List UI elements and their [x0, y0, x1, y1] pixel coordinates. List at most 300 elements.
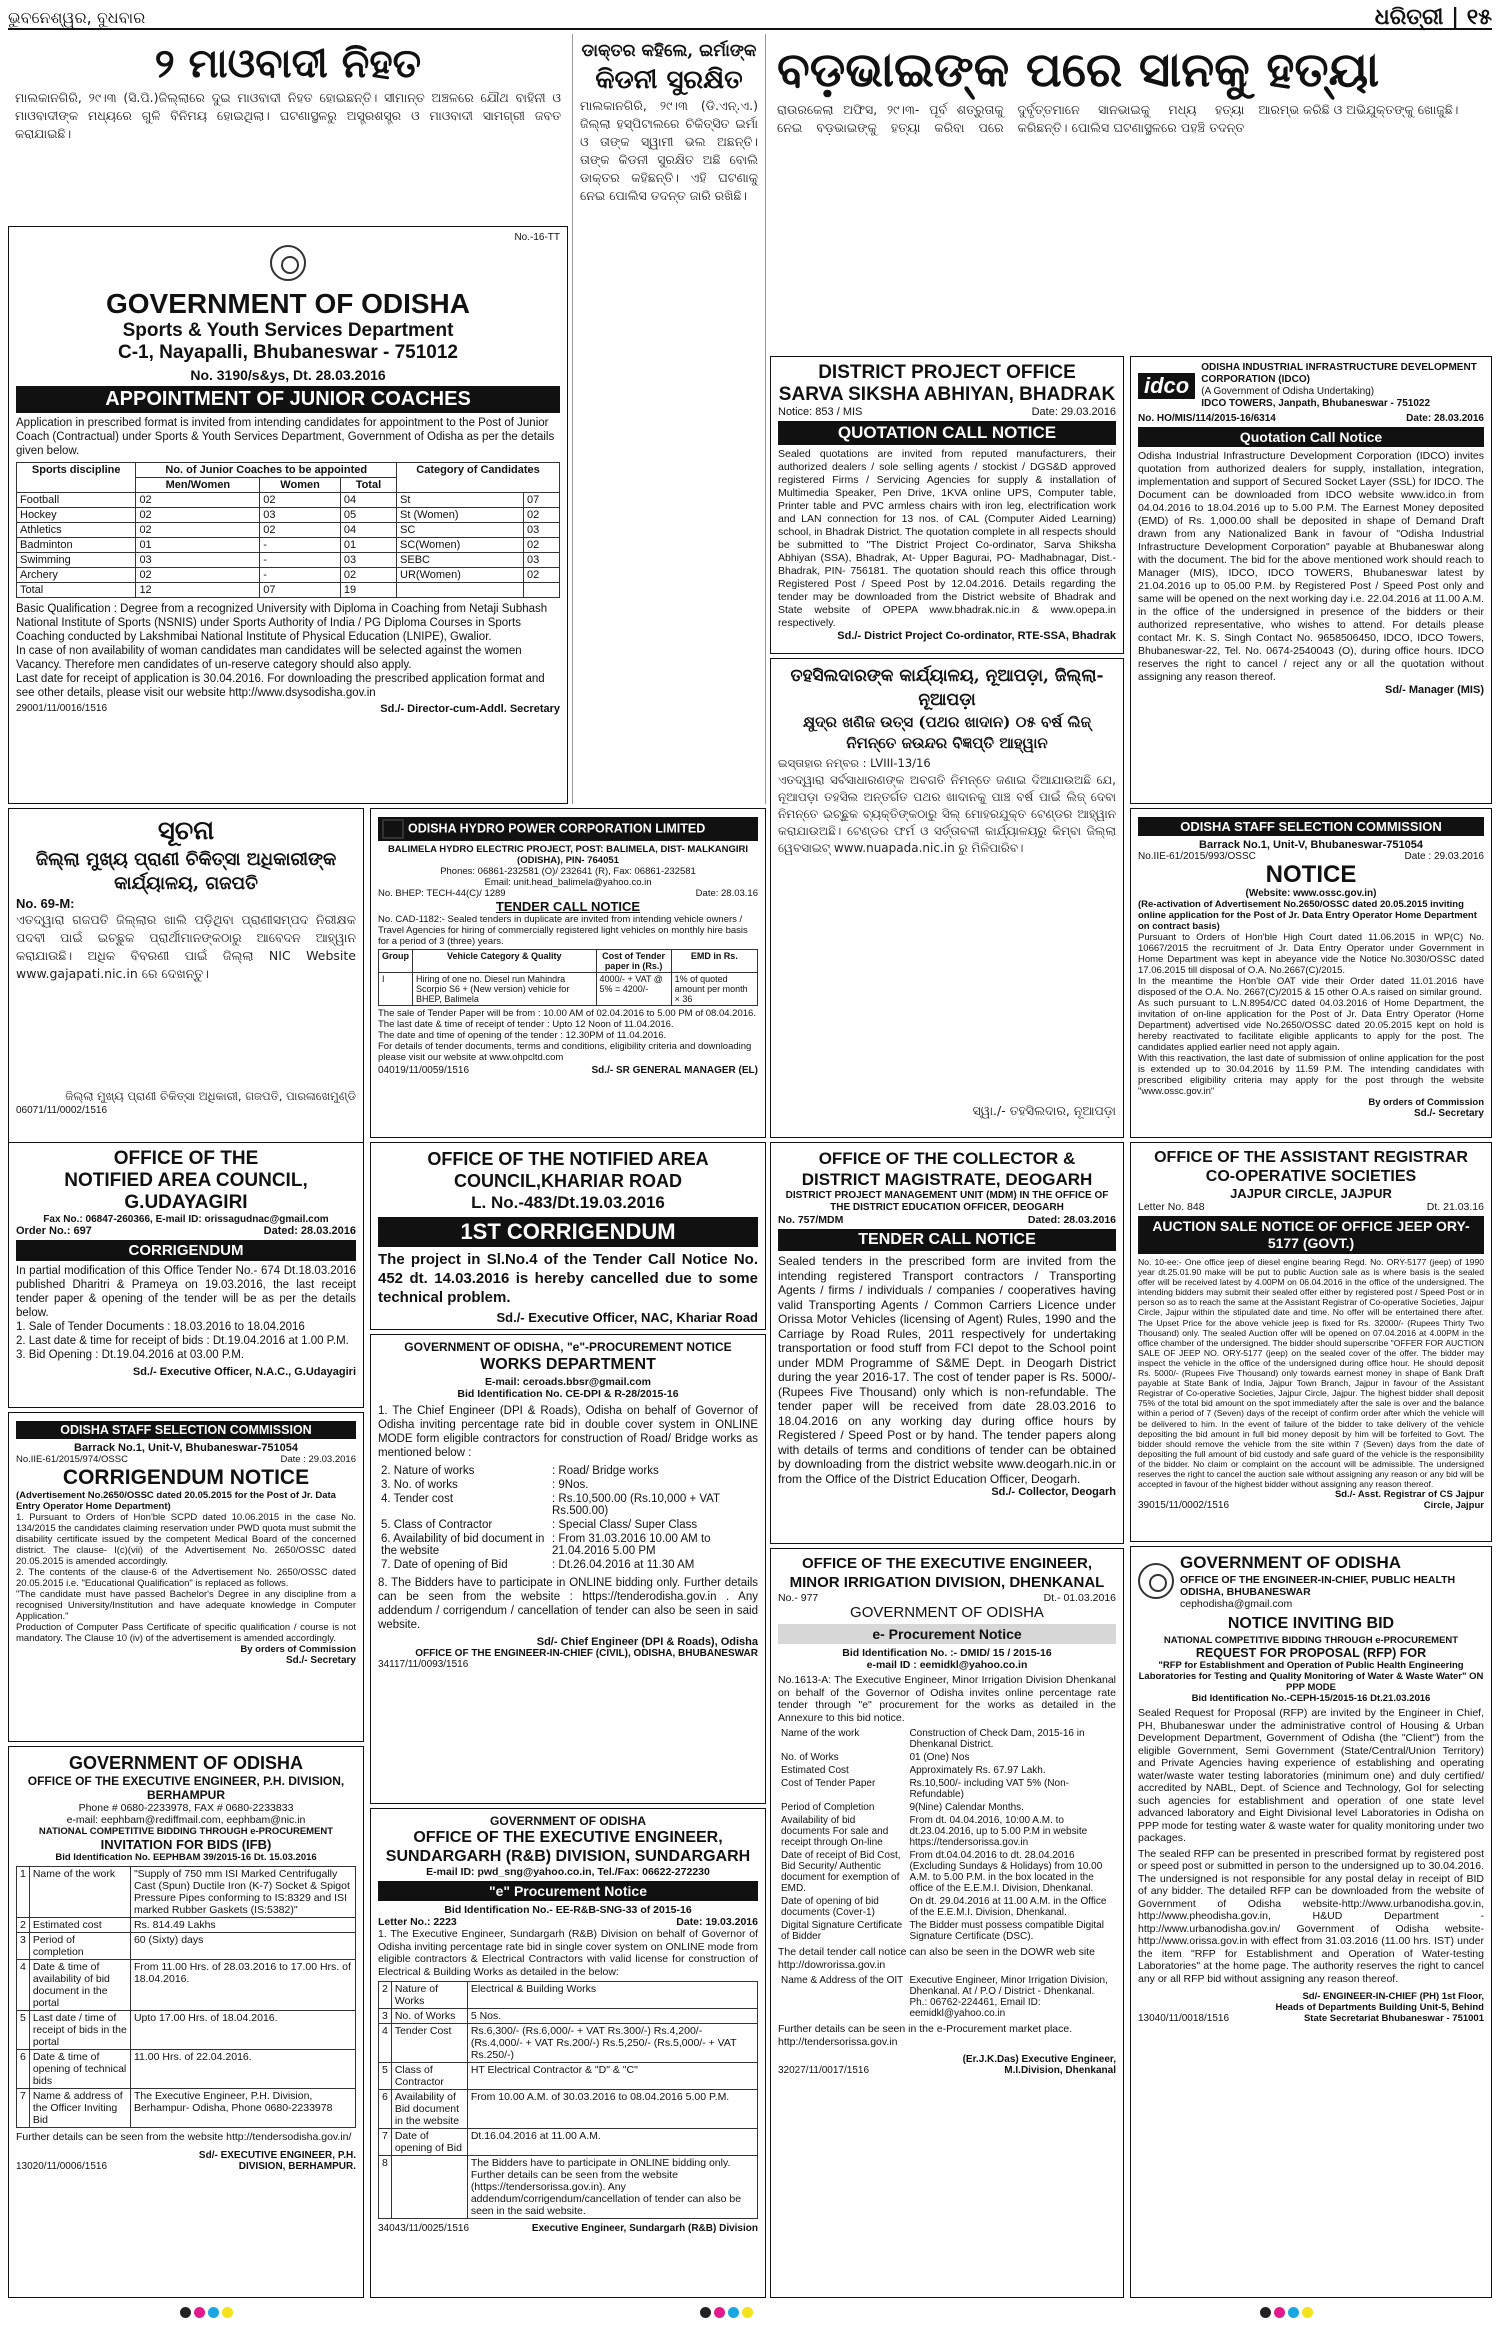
cell: The Executive Engineer, P.H. Division, Berhampur- Odisha, Phone 0680-2233978 — [130, 2089, 355, 2128]
para-1: 1. The Executive Engineer, Sundargarh (R&B) Division on behalf of Governor of Odisha inviting percentage rate bid in single cover system on ONLINE mode from eligible contractors & Electrical Contractors with valid license for construction of Electrical & Building Works as detailed in the below: — [378, 1928, 758, 1978]
title: OFFICE OF THE ASSISTANT REGISTRAR CO-OPERATIVE SOCIETIES — [1154, 1149, 1468, 1185]
date: Dt.- 01.03.2016 — [1043, 1592, 1116, 1604]
cell: UR(Women) — [397, 568, 524, 583]
cell: 02 — [136, 568, 260, 583]
banner: Quotation Call Notice — [1138, 427, 1484, 447]
ref-no: 32027/11/0017/1516 — [778, 2065, 870, 2076]
works-table — [378, 1981, 758, 2219]
table-row — [778, 1727, 1116, 1751]
cell: No. of Works — [781, 1752, 839, 1763]
subtitle: କ୍ଷୁଦ୍ର ଖଣିଜ ଉତ୍ସ (ପଥର ଖାଦାନ) ୦୫ ବର୍ଷ ଲିଜ୍ ନିମନ୍ତେ ଜଉନ୍ଦର ବିଜ୍ଞପ୍ତି ଆହ୍ୱାନ — [803, 713, 1091, 752]
col-header: Sports discipline — [17, 463, 136, 493]
receipt-date: The last date & time of receipt of tender : Upto 12 Noon of 11.04.2016. — [378, 1019, 674, 1030]
cell: 4. Tender cost — [381, 1493, 454, 1505]
body: No. 10-ee:- One office jeep of diesel engine bearing Regd. No. ORY-5177 (jeep) of 1990 year dt.25.01.90 make will be put to public Auction sale as is where basis is the sealed offer will be received latest by 4.00PM on 06.04.2016 in the office of the undersigned. The intending bidders may submit their sealed offer either by registered post / Speed Post or in person so as to reach the same at the Assistant Registrar of Co-operative Societies, Jajpur Circle, Jajpur within the stipulated date and time. No offer will be entertained there after. The Upset Price for the above vehicle jeep is fixed for Rs. 32000/- (Rupees Thirty Two Thousand) only. The sealed Auction offer will be opened on 07.04.2016 at 4.00PM in the office chamber of the undersigned. The bidder should superscribe "OFFER FOR AUCTION SALE OF JEEP NO. ORY-5177 (jeep) on the sealed cover of the offer. The bidder may inspect the vehicle in the office of the undersigned during office hour. He should deposit Rs. 5000/- (Rupees Five Thousand) only towards earnest money in shape of Bank Draft payable at State Bank of India, Jajpur Town Branch, Jajpur in favour of the Assistant Registrar of Co-operative Societies, Jajpur Circle, Jajpur. The highest bidder shall deposit 75% of the total bid amount on the spot immediately after the sale is over and the balance within a period of 7 (Seven) days of the receipt of confirm order after which the vehicle will be delivered to him. In the event of failure of the bidder to take delivery of the vehicle depositing the bid amount in full bid money deposit by him will be forfeited to Govt. The bidder should remove the vehicle from the site within 7 (Seven) days from the date of depositing the full amount of bid custody and safe guard of the vehicle is the responsibility of the bidder. No claim or complaint on the account will be admissible. The undersigned reserves the right to cancel the auction sale without assigning any reason or any bid will be accepted in favour of the highest bidder without assigning any reason thereof. — [1138, 1257, 1484, 1490]
cell: 02 — [260, 523, 341, 538]
para-1: Pursuant to Orders of Hon'ble High Court dated 11.06.2015 in WP(C) No. 10667/2015 the recruitment of Jr. Data Entry Operator under Government in Home Department was kept in abeyance vide the Notice No.3030/OSSC dated 17.06.2015 till disposal of O.A. No.2667(C)/2015. — [1138, 932, 1484, 976]
cell: Approximately Rs. 67.97 Lakh. — [909, 1765, 1046, 1776]
table-row — [17, 1960, 356, 2011]
ad-ossc-corrigendum — [8, 1412, 364, 1742]
title: OFFICE OF THE EXECUTIVE ENGINEER, MINOR IRRIGATION DIVISION, DHENKANAL — [789, 1555, 1105, 1591]
cell: : Dt.26.04.2016 at 11.30 AM — [552, 1559, 695, 1571]
odisha-emblem-icon — [270, 245, 306, 281]
para-8: 8. The Bidders have to participate in ONLINE bidding only. Further details can be seen from the website : https://tenderodisha.gov.in . Any addendum / corrigendum / cancellation of tender can also be seen in said website. — [378, 1577, 758, 1631]
cell: - — [260, 568, 341, 583]
cell — [391, 2156, 467, 2219]
ad-junior-coaches — [8, 226, 568, 804]
signature: Sd./- Executive Officer, N.A.C., G.Udayagiri — [132, 1366, 356, 1378]
cell: St — [397, 493, 524, 508]
cell: Construction of Check Dam, 2015-16 in Dhenkanal District. — [909, 1728, 1085, 1750]
table-row — [379, 2024, 758, 2063]
body: Sealed tenders in the prescribed form are invited from the intending registered Transport contractors / Transporting Agents / firms / individuals / companies / cooperatives having valid Transporting Agents / Common Carriers Licence under Orissa Motor Vehicles (licensing of Agent) Rules, 1990 and the Carriage by Road Rules, 2011 respectively for undertaking transportation or food stuff from FCI depot to the School point under MDM Programme of S&ME Dept. in Deogarh District during the year 2016-17. The cost of tender paper is Rs. 5000/- (Rupees Five Thousand) only which is non-refundable. The tender paper will be received from date 28.03.2016 to 18.04.2016 on any working day during office hours by Registered / Speed Post or by hand. The tender papers along with details of terms and conditions of tender can be obtained by downloading from the district website www.deogarh.nic.in or from the Office of the District Education Officer, Deogarh. — [778, 1254, 1116, 1486]
para-3: "The candidate must have passed Bachelor's Degree in any discipline from a recognised University/Institution and have adequate knowledge in Computer Application." — [16, 1589, 356, 1622]
cell: 01 — [340, 538, 396, 553]
bid-id: Bid Identification No.- EE-R&B-SNG-33 of 2015-16 — [444, 1904, 692, 1916]
signature: (Er.J.K.Das) Executive Engineer, M.I.Division, Dhenkanal — [962, 2054, 1116, 2076]
office: OFFICE OF THE ENGINEER-IN-CHIEF (CIVIL), ODISHA, BHUBANESWAR — [415, 1648, 758, 1659]
title: DISTRICT PROJECT OFFICE — [818, 362, 1076, 383]
table-row — [379, 2063, 758, 2090]
cell: Athletics — [17, 523, 136, 538]
ref-no: 13040/11/0018/1516 — [1138, 2013, 1230, 2024]
table-row — [17, 508, 560, 523]
cell: 04 — [340, 523, 396, 538]
cell: St (Women) — [397, 508, 524, 523]
cell: Date of opening of Bid — [391, 2129, 467, 2156]
cell: - — [260, 553, 341, 568]
registration-dot — [222, 2307, 233, 2318]
body: Sealed quotations are invited from reputed manufacturers, their authorized dealers / sole selling agents / stockist / DGS&D approved registered Firms / Servicing Agencies for supply & installation of Multimedia Speaker, Pen Drive, 1KVA online UPS, Computer table, Printer table and PVC armless chairs with iron leg, electrification work and LAN connection for 13 nos. of CAL (Computer Aided Learning) school, in Bhadrak District. The quotation complete in all respects should be submitted to "The District Project Co-ordinator, Sarva Shiksha Abhiyan (SSA), Bhadrak, At- Upper Bagurai, PO- Madhabnagar, Dist.- Bhadrak, PIN- 756181. The quotation should reach this office through Registered Post / Speed Post by 12.04.2016. Details regarding the tender may be downloaded from the District website of Bhadrak and State website of OPEPA www.bhadrak.nic.in & www.opepa.in respectively. — [778, 448, 1116, 629]
cell: Date of opening of bid documents (Cover-1) — [781, 1896, 879, 1918]
cell: Name & address of the Officer Inviting Bid — [29, 2089, 130, 2128]
address: Barrack No.1, Unit-V, Bhubaneswar-751054 — [1199, 839, 1423, 851]
ad-registrar-jajpur — [1130, 1142, 1492, 1542]
bid-id: Bid Identification No. CE-DPI & R-28/2015-16 — [457, 1388, 679, 1400]
ncb: NATIONAL COMPETITIVE BIDDING THROUGH e-PROCUREMENT — [38, 1826, 334, 1837]
signature: Sd/- EXECUTIVE ENGINEER, P.H. DIVISION, BERHAMPUR. — [198, 2149, 356, 2172]
cell: Nature of Works — [391, 1982, 467, 2009]
intro: Application in prescribed format is invited from intending candidates for appointment to the Post of Junior Coach (Contractual) under Sports & Youth Services Department, Government of Odisha as per the details given below. — [16, 417, 555, 457]
cell: 6. Availability of bid document in the website — [381, 1533, 545, 1557]
banner: APPOINTMENT OF JUNIOR COACHES — [16, 386, 560, 413]
footer: Further details can be seen in the e-Procurement market place. http://tendersorissa.gov.in — [778, 2023, 1073, 2048]
cell: 19 — [340, 583, 396, 598]
address: Barrack No.1, Unit-V, Bhubaneswar-751054 — [74, 1442, 298, 1454]
notice-no: ଇସ୍ତାହାର ନମ୍ବର : LVIII-13/16 — [778, 756, 931, 770]
email: Email: unit.head_balimela@yahoo.co.in — [484, 877, 652, 888]
cell: 7 — [379, 2129, 392, 2156]
para-3: As such pursuant to L.N.8954/CC dated 04.03.2016 of Home Department, the invitation of on-line application for the Post of Jr. Data Entry Operator (Home Department) advertised vide No.2650/OSSC dated 20.05.2015 kept on hold is hereby reactivated to facilitate eligible applicants to apply for the post. The candidates applied earlier need not apply again. — [1138, 998, 1484, 1053]
date: Date : 29.03.2016 — [1404, 851, 1484, 862]
item-2: 2. Last date & time for receipt of bids : Dt.19.04.2016 at 1.00 P.M. — [16, 1335, 349, 1347]
banner: NOTICE — [1265, 861, 1357, 888]
ad-ssa-bhadrak — [770, 356, 1124, 654]
footer: Further details can be seen from the website http://tendersodisha.gov.in/ — [16, 2131, 352, 2143]
government: GOVERNMENT OF ODISHA — [850, 1604, 1044, 1621]
signature: Sd./- Asst. Registrar of CS Jajpur Circle, Jajpur — [1334, 1489, 1484, 1512]
cell — [523, 583, 559, 598]
address: IDCO TOWERS, Janpath, Bhubaneswar - 751022 — [1201, 398, 1430, 409]
date: Date: 28.03.16 — [695, 888, 758, 899]
cell: Estimated Cost — [781, 1765, 849, 1776]
cell: Rs.6,300/- (Rs.6,000/- + VAT Rs.300/-) Rs.4,200/- (Rs.4,000/- + VAT Rs.200/-) Rs.5,250/- (Rs.5,000/- + VAT Rs.250/-) — [467, 2024, 757, 2063]
cell: No. of Works — [391, 2009, 467, 2024]
col-header: Category of Candidates — [397, 463, 560, 493]
ref-no: 34117/11/0093/1516 — [378, 1659, 469, 1670]
table-row — [379, 2009, 758, 2024]
title: NOTIFIED AREA COUNCIL, G.UDAYAGIRI — [64, 1170, 308, 1213]
letter-no: No. 3190/s&ys, Dt. 28.03.2016 — [190, 367, 386, 383]
table-row — [17, 523, 560, 538]
banner: CORRIGENDUM — [16, 1240, 356, 1261]
letter-no: No.IIE-61/2015/974/OSSC — [16, 1454, 128, 1465]
cell: On dt. 29.04.2016 at 11.00 A.M. in the Office of the E.E.M.I. Division, Dhenkanal. — [909, 1896, 1107, 1918]
cell: 03 — [523, 523, 559, 538]
story-maoist — [8, 34, 568, 222]
cell: Rs. 814.49 Lakhs — [130, 1918, 355, 1933]
by-order: By orders of Commission — [1368, 1097, 1484, 1108]
ref-no: 29001/11/0016/1516 — [16, 703, 108, 714]
table-row — [17, 583, 560, 598]
cell: Last date / time of receipt of bids in the portal — [29, 2011, 130, 2050]
email: e-mail: eephbam@rediffmail.com, eephbam@nic.in — [66, 1814, 306, 1826]
table-row — [379, 973, 758, 1006]
table-row — [378, 1532, 758, 1558]
para-1: 1. The Chief Engineer (DPI & Roads), Odisha on behalf of Governor of Odisha inviting percentage rate bid in double cover system in ONLINE MODE form eligible contractors for construction of Road/ Bridge works as mentioned below : — [378, 1405, 758, 1459]
cell: Name of the work — [781, 1728, 860, 1739]
table-row — [17, 538, 560, 553]
phone: Phones: 06861-232581 (O)/ 232641 (R), Fax: 06861-232581 — [440, 866, 696, 877]
notice-no: No. 69-M: — [16, 896, 75, 911]
cell: From 11.00 Hrs. of 28.03.2016 to 17.00 Hrs. of 18.04.2016. — [130, 1960, 355, 2011]
story-body: ରାଉରକେଲା ଅଫିସ, ୨୯।୩- ପୂର୍ବ ଶତ୍ରୁତାକୁ ନେଇ ବଡ଼ଭାଇଙ୍କୁ ହତ୍ୟା କରିବା ପରେ ଦୁର୍ବୃତ୍ତମାନେ ସାନଭାଇକୁ ମଧ୍ୟ ହତ୍ୟା କରିଛନ୍ତି। ପୋଲିସ ଘଟଣାସ୍ଥଳରେ ପହଞ୍ଚି ତଦନ୍ତ ଆରମ୍ଭ କରିଛି ଓ ଅଭିଯୁକ୍ତଙ୍କୁ ଖୋଜୁଛି। — [777, 102, 1459, 135]
qualification: Basic Qualification : Degree from a recognized University with Diploma in Coaching from Netaji Subhash National Institute of Sports (NSNIS) under Sports Authority of India / PG Diploma Courses in Sports Coaching conducted by Lakshmibai National Institute of Physical Education (LNIPE), Gwalior. — [16, 603, 548, 643]
cell: Period of Completion — [781, 1802, 875, 1813]
table-row — [778, 1974, 1116, 2020]
by-order: By orders of Commission — [240, 1644, 356, 1655]
bid-id: Bid Identification No. :- DMID/ 15 / 2015-16 — [842, 1647, 1052, 1659]
bid-id: Bid Identification No. EEPHBAM 39/2015-16 Dt. 15.03.2016 — [55, 1852, 317, 1863]
cell: Total — [17, 583, 136, 598]
cell: 7 — [17, 2089, 30, 2128]
cell: Date & time of availability of bid document in the portal — [29, 1960, 130, 2011]
subtitle: OFFICE OF THE ENGINEER-IN-CHIEF, PUBLIC HEALTH ODISHA, BHUBANESWAR — [1180, 1574, 1456, 1598]
para-2: In the meantime the Hon'ble OAT vide their Order dated 11.01.2016 have disposed of the O.A. No. 2667(C)/2015 & 15 other O.A.s raised on similar ground. — [1138, 976, 1484, 998]
cell: 3 — [17, 1933, 30, 1960]
table-row — [17, 2089, 356, 2128]
col-header: Total — [340, 478, 396, 493]
cell: Availability of bid documents For sale and receipt through On-line — [781, 1815, 889, 1848]
table-row — [17, 2050, 356, 2089]
cell: Date & time of opening of technical bids — [29, 2050, 130, 2089]
banner: NOTICE INVITING BID — [1227, 1615, 1395, 1632]
date: Dated: 28.03.2016 — [263, 1225, 356, 1237]
cell: Class of Contractor — [391, 2063, 467, 2090]
cell: 6 — [17, 2050, 30, 2089]
date: Dt. 21.03.16 — [1426, 1201, 1484, 1213]
subtitle: BALIMELA HYDRO ELECTRIC PROJECT, POST: BALIMELA, DIST- MALKANGIRI (ODISHA), PIN- 764051 — [387, 844, 749, 866]
letter-no: No. 757/MDM — [778, 1214, 844, 1226]
body: ଏତଦ୍ୱାରା ଗଜପତି ଜିଲ୍ଲାର ଖାଲି ପଡ଼ିଥିବା ପ୍ରାଣୀସମ୍ପଦ ନିରୀକ୍ଷକ ପଦବୀ ପାଇଁ ଇଚ୍ଛୁକ ପ୍ରାର୍ଥୀମାନଙ୍କଠାରୁ ଆବେଦନ ଆହ୍ୱାନ କରାଯାଉଛି। ଅଧିକ ବିବରଣୀ ପାଇଁ ଜିଲ୍ଲା NIC Website www.gajapati.nic.in ରେ ଦେଖନ୍ତୁ। — [16, 912, 356, 981]
body-2: The sealed RFP can be presented in prescribed format by registered post or speed post or submitted in person to the undersigned up to 30.04.2016. The undersigned is not responsible for any postal delay in receipt of BID of any bidder. The detailed RFP can be downloaded from the website of Government of Odisha website-http://www.urbanodisha.gov.in, http://www.pheodisha.gov.in, H&UD Department -http://www.urbanodisha.gov.in/ Government of Odisha website-http://www.orissa.gov.in with effect from 31.03.2016 (11.00 hrs. IST) under the item "RFP for Establishment and Operation of Water-testing Laboratories" at the home page. The authority reserves the right to cancel any or all RFP bid without assigning any reason thereof. — [1138, 1847, 1484, 1985]
address: C-1, Nayapalli, Bhubaneswar - 751012 — [117, 342, 459, 363]
ref-no: 13020/11/0006/1516 — [16, 2160, 108, 2172]
cell: : Special Class/ Super Class — [552, 1519, 698, 1531]
table-row — [778, 1919, 1116, 1943]
body: Odisha Industrial Infrastructure Development Corporation (IDCO) invites quotation from authorized dealers for supply, installation, integration, implementation and support of Secured Socket Layer (SSL) for IDCO. The Document can be downloaded from IDCO website www.idco.in from 04.04.2016 to 18.04.2016 up to 5.00 P.M. The Earnest Money deposited (EMD) of Rs. 1,000.00 shall be deposited in shape of Demand Draft drawn from any Nationalized Bank in favour of "Odisha Industrial Infrastructure Development Corporation" payable at Bhubaneswar along with the document. The bid for the above mentioned work should reach to Manager (MIS), IDCO, IDCO TOWERS, Bhubaneswar latest by 21.04.2016 up to 05.00 P.M. by Registered Post / Speed Post only and same will be opened on the next working day i.e. 22.04.2016 at 11.00 A.M. in the office of the undersigned in presence of the bidders or their authorized representative, who wishes to attend. For details please contact Mr. K. S. Singh Contact No. 9658506450, IDCO, IDCO Towers, Bhubaneswar-22, Tel. No. 0674-2540043 (O), during office hours. IDCO reserves the right to cancel / reject any or all the quotation without assigning any reason thereof. — [1138, 450, 1484, 683]
cell: Dt.16.04.2016 at 11.00 A.M. — [467, 2129, 757, 2156]
table-row — [17, 493, 560, 508]
table-row — [378, 1492, 758, 1518]
cell: 9(Nine) Calendar Months. — [909, 1802, 1024, 1813]
table-row — [778, 1764, 1116, 1777]
table-row — [378, 1464, 758, 1478]
ad-nac-khariar — [370, 1142, 766, 1330]
banner: 1ST CORRIGENDUM — [378, 1217, 758, 1247]
banner: TENDER CALL NOTICE — [778, 1229, 1116, 1251]
fax-email: Fax No.: 06847-260366, E-mail ID: orissagudnac@gmail.com — [43, 1214, 329, 1225]
cell: 5 — [379, 2063, 392, 2090]
title-bar — [378, 817, 758, 841]
ad-collector-deogarh — [770, 1142, 1124, 1544]
cell: Rs.10,500/- including VAT 5% (Non-Refundable) — [909, 1778, 1069, 1800]
ad-works-department — [370, 1334, 766, 1804]
banner: e- Procurement Notice — [778, 1624, 1116, 1644]
phone: Phone # 0680-2233978, FAX # 0680-2233833 — [78, 1802, 294, 1814]
cell: From 10.00 A.M. of 30.03.2016 to 08.04.2016 5.00 P.M. — [467, 2090, 757, 2129]
headline: ୨ ମାଓବାଦୀ ନିହତ — [154, 40, 422, 87]
cell: Name of the work — [29, 1867, 130, 1918]
signature: ସ୍ୱା./- ତହସିଲଦାର, ନୂଆପଡ଼ା — [972, 1103, 1116, 1118]
cell: Digital Signature Certificate of Bidder — [781, 1920, 903, 1942]
headline: ଡାକ୍ତର କହିଲେ, ଇର୍ମାଙ୍କ — [581, 41, 757, 61]
table-row — [778, 1801, 1116, 1814]
order-no: Order No.: 697 — [16, 1225, 92, 1237]
cell: 02 — [136, 508, 260, 523]
col-header: No. of Junior Coaches to be appointed — [136, 463, 397, 478]
opening-date: The date and time of opening of the tender : 12.30PM of 11.04.2016. — [378, 1030, 667, 1041]
signature: Sd./- SR GENERAL MANAGER (EL) — [591, 1065, 758, 1076]
banner: QUOTATION CALL NOTICE — [778, 421, 1116, 445]
registration-dot — [728, 2307, 739, 2318]
subtitle: OFFICE OF THE EXECUTIVE ENGINEER, SUNDARGARH (R&B) DIVISION, SUNDARGARH — [385, 1829, 751, 1865]
title: ODISHA STAFF SELECTION COMMISSION — [1138, 817, 1484, 836]
date: Date : 29.03.2016 — [280, 1454, 356, 1465]
cell: 02 — [260, 493, 341, 508]
item-1: 1. Sale of Tender Documents : 18.03.2016 to 18.04.2016 — [16, 1321, 305, 1333]
story-body: ମାଲକାନଗିରି, ୨୯।୩ (ଡି.ଏନ୍.ଏ.) ଜିଲ୍ଲା ହସ୍ପିଟାଲରେ ଚିକିତ୍ସିତ ଇର୍ମା ଓ ତାଙ୍କ ସ୍ୱାମୀ ଭଲ ଅଛନ୍ତି। ତାଙ୍କ କିଡନୀ ସୁରକ୍ଷିତ ଅଛି ବୋଲି ଡାକ୍ତର କହିଛନ୍ତି। ଏହି ଘଟଣାକୁ ନେଇ ପୋଲିସ ତଦନ୍ତ ଜାରି ରଖିଛି। — [580, 98, 758, 203]
works-table — [378, 1464, 758, 1572]
ref-no: 04019/11/0059/1516 — [378, 1065, 470, 1076]
signature: Sd/- ENGINEER-IN-CHIEF (PH) 1st Floor, Heads of Departments Building Unit-5, Behind State Secretariat Bhubaneswar - 751001 — [1275, 1991, 1484, 2024]
bid-table — [778, 1727, 1116, 1943]
date: Date: 28.03.2016 — [1406, 413, 1484, 424]
cell: Hiring of one no. Diesel run Mahindra Scorpio S6 + (New version) vehicle for BHEP, Balimela — [413, 973, 597, 1006]
body: Sealed Request for Proposal (RFP) are invited by the Engineer in Chief, PH, Bhubaneswar under the administrative control of Housing & Urban Development Department, Government of Odisha (the "Client") from the eligible Government, Semi Government (State/Central/Union Territory) and Private Agencies having experience of establishing and operating water/waste water testing laboratories (minimum one) and duly certified/ accredited by NABL, Dept. of Science and Technology, GoI for selecting such agencies for establishment and operation of one state level advanced laboratory and Eight Divisional level Laboratories in Odisha on PPP mode for testing water & waste water for quality monitoring under two packages. — [1138, 1707, 1484, 1844]
cell: I — [379, 973, 413, 1006]
ad-minor-irrigation-dhenkanal — [770, 1548, 1124, 2298]
table-row — [379, 2090, 758, 2129]
cell — [397, 583, 524, 598]
body: The project in Sl.No.4 of the Tender Call Notice No. 452 dt. 14.03.2016 is hereby cancelled due to some technical problem. — [378, 1251, 758, 1306]
subtitle: ଜିଲ୍ଲା ମୁଖ୍ୟ ପ୍ରାଣୀ ଚିକିତ୍ସା ଅଧିକାରୀଙ୍କ କାର୍ଯ୍ୟାଳୟ, ଗଜପତି — [35, 849, 337, 894]
cell: Swimming — [17, 553, 136, 568]
cell: 2 — [379, 1982, 392, 2009]
cell: 1% of quoted amount per month × 36 — [671, 973, 757, 1006]
title: OFFICE OF THE NOTIFIED AREA COUNCIL,KHARIAR ROAD — [427, 1149, 709, 1191]
ad-public-health — [1130, 1546, 1492, 2298]
cell: 07 — [260, 583, 341, 598]
registration-dot — [1260, 2307, 1271, 2318]
masthead: ଧରିତ୍ରୀ — [1374, 4, 1444, 30]
cell: 4 — [17, 1960, 30, 2011]
table-row — [17, 553, 560, 568]
registration-dot — [1274, 2307, 1285, 2318]
para-2: 2. The contents of the clause-6 of the Advertisement No. 2650/OSSC dated 20.05.2015 i.e. "Educational Qualification" is replaced as follows. — [16, 1567, 356, 1589]
headline-2: କିଡନୀ ସୁରକ୍ଷିତ — [595, 65, 743, 95]
title: ODISHA INDUSTRIAL INFRASTRUCTURE DEVELOPMENT CORPORATION (IDCO) — [1201, 362, 1477, 385]
cell: 60 (Sixty) days — [130, 1933, 355, 1960]
table-row — [17, 1918, 356, 1933]
cell: "Supply of 750 mm ISI Marked Centrifugally Cast (Spun) Ductile Iron (K-7) Socket & Spigot Pressure Pipes conforming to IS:8329 and ISI marked Rubber Gaskets (IS:5382)" — [130, 1867, 355, 1918]
cell: From dt.04.04.2016 to dt. 28.04.2016 (Excluding Sundays & Holidays) from 10.00 A.M. to 5.00 P.M. in the box located in the office of the E.E.M.I. Division, Dhenkanal. — [909, 1850, 1103, 1894]
table-row — [778, 1895, 1116, 1919]
details: For details of tender documents, terms and conditions, eligibility criteria and downloading please visit our website at www.ohpcltd.com — [378, 1041, 752, 1063]
table-row — [17, 1933, 356, 1960]
cell: Upto 17.00 Hrs. of 18.04.2016. — [130, 2011, 355, 2050]
subtitle: (Re-activation of Advertisement No.2650/OSSC dated 20.05.2015 inviting online application for the Post of Jr. Data Entry Operator Home Department on contract basis) — [1138, 899, 1477, 932]
title: GOVERNMENT OF ODISHA, "e"-PROCUREMENT NOTICE — [404, 1340, 732, 1354]
rfp: REQUEST FOR PROPOSAL (RFP) FOR — [1195, 1646, 1427, 1660]
email: E-mail: ceroads.bbsr@gmail.com — [484, 1376, 652, 1388]
table-row — [378, 1518, 758, 1532]
signature: Sd./- Collector, Deogarh — [991, 1486, 1116, 1498]
cell: 03 — [340, 553, 396, 568]
title: GOVERNMENT OF ODISHA — [489, 1814, 646, 1828]
ad-rnb-sundargarh — [370, 1808, 766, 2298]
letter-no: No. HO/MIS/114/2015-16/6314 — [1138, 413, 1276, 424]
title: ODISHA STAFF SELECTION COMMISSION — [16, 1421, 356, 1439]
col-header: Men/Women — [136, 478, 260, 493]
department: Sports & Youth Services Department — [122, 320, 454, 341]
cell: : From 31.03.2016 10.00 AM to 21.04.2016 5.00 PM — [552, 1533, 711, 1557]
col-header: EMD in Rs. — [671, 950, 757, 973]
email: E-mail ID: pwd_sng@yahoo.co.in, Tel./Fax: 06622-272230 — [426, 1866, 710, 1878]
cell: 11.00 Hrs. of 22.04.2016. — [130, 2050, 355, 2089]
signature: Sd./- Secretary — [1413, 1108, 1484, 1119]
cell: 07 — [523, 493, 559, 508]
cell: 5. Class of Contractor — [381, 1519, 493, 1531]
cell: : 9Nos. — [552, 1479, 589, 1491]
banner: CORRIGENDUM NOTICE — [62, 1466, 310, 1489]
cell: From dt. 04.04.2016, 10:00 A.M. to dt.23.04.2016, up to 5.00 P.M in website https://tendersorissa.gov.in — [909, 1815, 1088, 1848]
registration-dot — [1288, 2307, 1299, 2318]
table-row — [379, 2129, 758, 2156]
cell: SC — [397, 523, 524, 538]
cell: 02 — [136, 523, 260, 538]
ad-tahasildar-nuapada — [770, 658, 1124, 1138]
cell: Date of receipt of Bid Cost, Bid Security/ Authentic document for exemption of EMD. — [781, 1850, 901, 1894]
banner: AUCTION SALE NOTICE OF OFFICE JEEP ORY-5177 (GOVT.) — [1138, 1216, 1484, 1254]
cell: 03 — [523, 553, 559, 568]
cell: Estimated cost — [29, 1918, 130, 1933]
col-header: Vehicle Category & Quality — [413, 950, 597, 973]
page-num: ୧୫ — [1466, 4, 1492, 30]
cell: 02 — [340, 568, 396, 583]
title: GOVERNMENT OF ODISHA — [1180, 1553, 1402, 1572]
date: Dated: 28.03.2016 — [1027, 1214, 1116, 1226]
table-row — [778, 1777, 1116, 1801]
signature: Sd/- Manager (MIS) — [1384, 684, 1484, 696]
cell: Period of completion — [29, 1933, 130, 1960]
cell: 02 — [523, 508, 559, 523]
cell: Hockey — [17, 508, 136, 523]
cell: SEBC — [397, 553, 524, 568]
cell: 3. No. of works — [381, 1479, 458, 1491]
cell: 01 (One) Nos — [909, 1752, 970, 1763]
signature: Sd./- Executive Officer, NAC, Khariar Road — [496, 1310, 758, 1325]
cell: 03 — [260, 508, 341, 523]
date: Date: 29.03.2016 — [1031, 406, 1116, 418]
ad-ossc-notice — [1130, 808, 1492, 1138]
ad-idco — [1130, 356, 1492, 804]
col-header: Group — [379, 950, 413, 973]
cell: The Bidders have to participate in ONLINE bidding only. Further details can be seen from the website (https://tendersorissa.gov.in). Any addendum/corrigendum/cancellation of tender can also be seen in the said website. — [467, 2156, 757, 2219]
table-row — [17, 2011, 356, 2050]
ohpc-logo-icon — [382, 819, 404, 839]
cell: 6 — [379, 2090, 392, 2129]
cell: 01 — [136, 538, 260, 553]
cell: 12 — [136, 583, 260, 598]
last-date: Last date for receipt of application is 30.04.2016. For downloading the prescribed application format and see other details, please visit our website http://www.dsysodisha.gov.in — [16, 673, 545, 699]
story-doctor — [572, 34, 766, 804]
vehicle-table — [378, 949, 758, 1006]
registration-dot — [208, 2307, 219, 2318]
letter-no: L. No.-483/Dt.19.03.2016 — [471, 1193, 665, 1212]
subtitle: (A Government of Odisha Undertaking) — [1201, 386, 1375, 397]
signature: Sd./- Secretary — [285, 1655, 356, 1666]
subtitle: (Advertisement No.2650/OSSC dated 20.05.2015 for the Post of Jr. Data Entry Operator Home Department) — [16, 1490, 336, 1512]
body: ଏତଦ୍ୱାରା ସର୍ବସାଧାରଣଙ୍କ ଅବଗତି ନିମନ୍ତେ ଜଣାଇ ଦିଆଯାଉଅଛି ଯେ, ନୂଆପଡ଼ା ତହସିଲ ଅନ୍ତର୍ଗତ ପଥର ଖାଦାନକୁ ପାଞ୍ଚ ବର୍ଷ ପାଇଁ ଲିଜ୍ ଦେବା ନିମନ୍ତେ ଇଚ୍ଛୁକ ବ୍ୟକ୍ତିଙ୍କଠାରୁ ସିଲ୍ ମୋହରଯୁକ୍ତ ଟେଣ୍ଡର ଆହ୍ୱାନ କରାଯାଉଅଛି। ଟେଣ୍ଡର ଫର୍ମ ଓ ସର୍ତ୍ତାବଳୀ କାର୍ଯ୍ୟାଳୟରୁ କିମ୍ବା ଜିଲ୍ଲା ୱେବସାଇଟ୍ www.nuapada.nic.in ରୁ ମିଳିପାରିବ। — [778, 773, 1116, 855]
cell: Archery — [17, 568, 136, 583]
table-row — [379, 1982, 758, 2009]
letter-no: No. BHEP: TECH-44(C)/ 1289 — [378, 888, 506, 899]
cell: 04 — [340, 493, 396, 508]
cell: 4 — [379, 2024, 392, 2063]
cell: Tender Cost — [391, 2024, 467, 2063]
registration-dot — [700, 2307, 711, 2318]
page-header — [8, 4, 1492, 30]
para-2: The detail tender call notice can also be seen in the DOWR web site http://dowrorissa.gov.in — [778, 1946, 1095, 1971]
banner: "e" Procurement Notice — [378, 1881, 758, 1901]
subtitle: SARVA SIKSHA ABHIYAN, BHADRAK — [778, 384, 1116, 405]
idco-logo: idco — [1138, 373, 1195, 399]
ad-ph-berhampur — [8, 1746, 364, 2298]
ad-ohpc — [370, 808, 766, 1138]
story-body: ମାଲକାନଗିରି, ୨୯।୩ (ସି.ପି.)ଜିଲ୍ଲାରେ ଦୁଇ ମାଓବାଦୀ ନିହତ ହୋଇଛନ୍ତି। ସୀମାନ୍ତ ଅଞ୍ଚଳରେ ଯୌଥ ବାହିନୀ ଓ ମାଓବାଦୀଙ୍କ ମଧ୍ୟରେ ଗୁଳି ବିନିମୟ ହୋଇଥିଲା। ଘଟଣାସ୍ଥଳରୁ ଅସ୍ତ୍ରଶସ୍ତ୍ର ଓ ମାଓବାଦୀ ସାମଗ୍ରୀ ଜବତ କରାଯାଇଛି। — [15, 90, 561, 141]
registration-dot — [1302, 2307, 1313, 2318]
signature: ଜିଲ୍ଲା ମୁଖ୍ୟ ପ୍ରାଣୀ ଚିକିତ୍ସା ଅଧିକାରୀ, ଗଜପତି, ପାରଳାଖେମୁଣ୍ଡି — [65, 1089, 356, 1103]
cell: 02 — [523, 568, 559, 583]
cell: 2 — [17, 1918, 30, 1933]
subtitle: WORKS DEPARTMENT — [480, 1356, 656, 1373]
website: (Website: www.ossc.gov.in) — [1245, 888, 1377, 899]
title: GOVERNMENT OF ODISHA — [105, 288, 470, 319]
col-header: Cost of Tender paper in (Rs.) — [596, 950, 671, 973]
signature: Executive Engineer, Sundargarh (R&B) Division — [531, 2223, 758, 2234]
cell: : Road/ Bridge works — [552, 1465, 659, 1477]
